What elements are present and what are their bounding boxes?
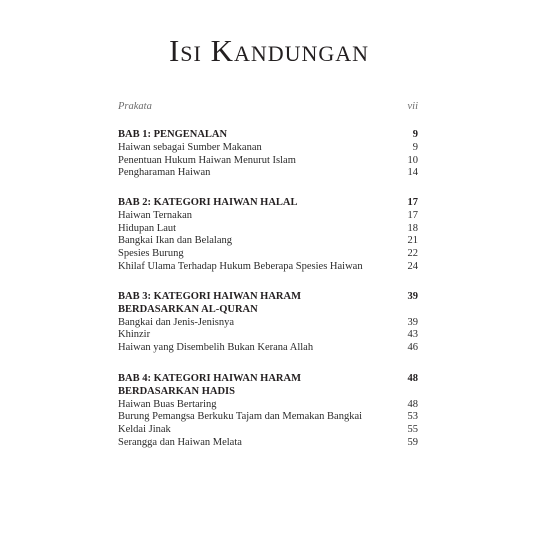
entry-label: Bangkai Ikan dan Belalang [118, 235, 233, 247]
entry-page: 24 [407, 260, 418, 272]
preface-row [118, 101, 418, 114]
toc-entry [118, 411, 418, 424]
chapter-heading-continued [118, 304, 418, 317]
chapter-heading [118, 197, 418, 210]
entry-page: 17 [407, 209, 418, 221]
preface-page: vii [407, 101, 418, 112]
chapter-title: BAB 2: KATEGORI HAIWAN HALAL [118, 197, 298, 208]
entry-label: Keldai Jinak [118, 424, 171, 436]
entry-page: 55 [407, 424, 418, 436]
toc-entry [118, 424, 418, 437]
toc-entry [118, 261, 418, 274]
entry-label: Haiwan Buas Bertaring [118, 398, 217, 410]
entry-page: 21 [407, 235, 418, 247]
entry-page: 14 [407, 167, 418, 179]
entry-label: Spesies Burung [118, 248, 184, 260]
chapter-heading-continued [118, 386, 418, 399]
toc-entry [118, 399, 418, 412]
entry-page: 10 [407, 154, 418, 166]
entry-label: Hidupan Laut [118, 222, 177, 234]
chapter-page: 9 [412, 129, 418, 140]
chapter-block-3 [118, 291, 418, 355]
entry-page: 18 [407, 222, 418, 234]
chapter-block-4 [118, 373, 418, 450]
chapter-heading [118, 129, 418, 142]
chapter-title: BAB 4: KATEGORI HAIWAN HARAM [118, 373, 301, 384]
entry-label: Penentuan Hukum Haiwan Menurut Islam [118, 154, 296, 166]
toc-entry [118, 317, 418, 330]
entry-page: 46 [407, 342, 418, 354]
entry-page: 39 [407, 316, 418, 328]
preface-label: Prakata [118, 101, 152, 112]
entry-page: 59 [407, 436, 418, 448]
toc-entry [118, 142, 418, 155]
chapter-title: BAB 3: KATEGORI HAIWAN HARAM [118, 291, 301, 302]
entry-label: Haiwan yang Disembelih Bukan Kerana Allah [118, 342, 314, 354]
entry-label: Haiwan Ternakan [118, 209, 192, 221]
chapter-page: 17 [407, 197, 418, 208]
chapter-title: BAB 1: PENGENALAN [118, 129, 228, 140]
toc-entry [118, 235, 418, 248]
toc-entry [118, 329, 418, 342]
chapter-page: 39 [407, 291, 418, 302]
chapter-title-line2: BERDASARKAN HADIS [118, 385, 235, 397]
entry-label: Khilaf Ulama Terhadap Hukum Beberapa Spesies Haiwan [118, 260, 363, 272]
entry-label: Serangga dan Haiwan Melata [118, 436, 242, 448]
entry-label: Haiwan sebagai Sumber Makanan [118, 141, 262, 153]
entry-label: Khinzir [118, 329, 151, 341]
toc-entry [118, 248, 418, 261]
chapter-title-line2: BERDASARKAN AL-QURAN [118, 303, 258, 315]
entry-label: Pengharaman Haiwan [118, 167, 211, 179]
chapter-block-2 [118, 197, 418, 274]
toc-entry [118, 223, 418, 236]
entry-page: 53 [407, 411, 418, 423]
page-title: Isi Kandungan [168, 33, 370, 68]
entry-page: 9 [412, 141, 418, 153]
chapter-page: 48 [407, 373, 418, 384]
toc-entry [118, 155, 418, 168]
entry-page: 43 [407, 329, 418, 341]
chapter-heading [118, 373, 418, 386]
toc-entry [118, 342, 418, 355]
entry-page: 48 [407, 398, 418, 410]
entry-label: Bangkai dan Jenis-Jenisnya [118, 316, 235, 328]
toc-entry [118, 210, 418, 223]
entry-page: 22 [407, 248, 418, 260]
toc-entry [118, 437, 418, 450]
toc-entry [118, 167, 418, 180]
chapter-block-1 [118, 129, 418, 180]
chapter-heading [118, 291, 418, 304]
entry-label: Burung Pemangsa Berkuku Tajam dan Memakan Bangkai [118, 411, 363, 423]
